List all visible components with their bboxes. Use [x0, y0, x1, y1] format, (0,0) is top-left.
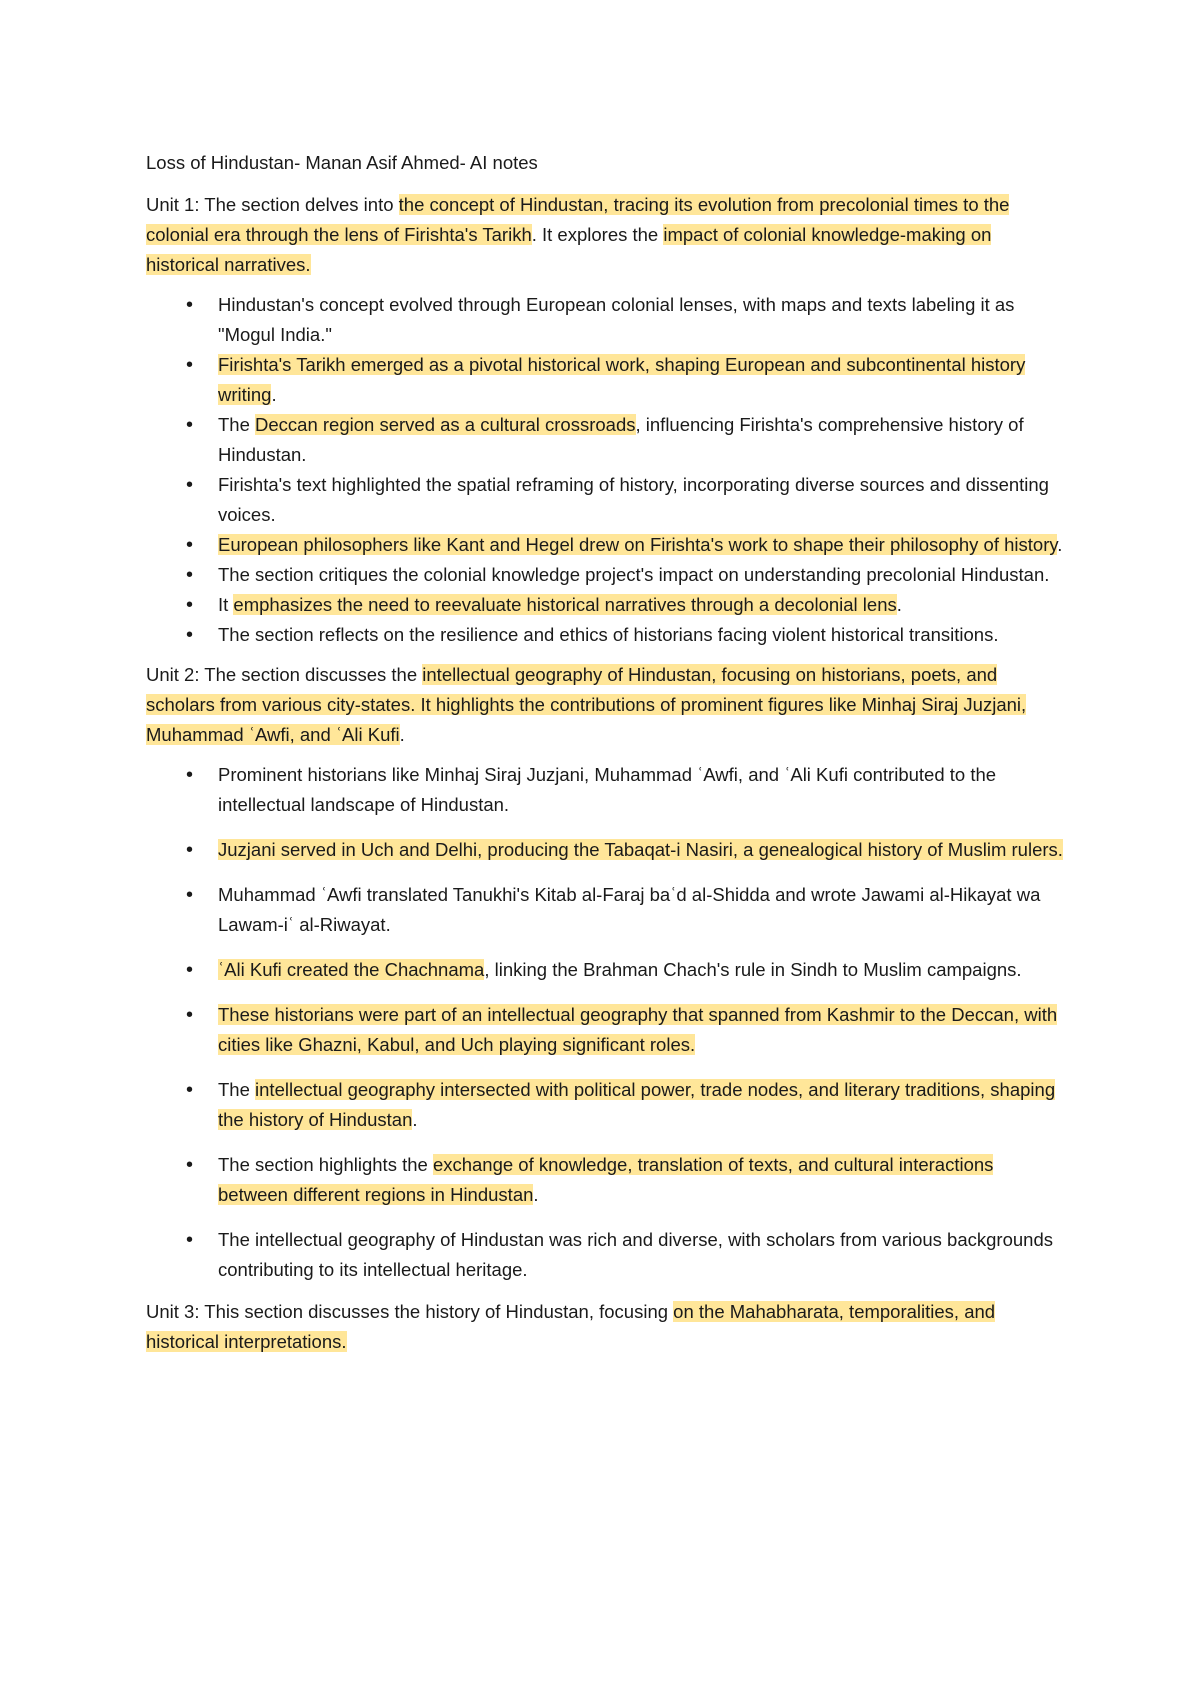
unit-1-label: Unit 1:: [146, 194, 200, 215]
unit-2-label: Unit 2:: [146, 664, 200, 685]
intro-text: .: [399, 724, 405, 745]
bullet-text: Muhammad ʿAwfi translated Tanukhi's Kitab al-Faraj baʿd al-Shidda and wrote Jawami al-Hikayat wa Lawam-iʿ al-Riwayat.: [218, 884, 1041, 935]
intro-highlighted-text: impact of colonial knowledge-making on historical narratives.: [146, 224, 992, 275]
unit-2-bullet-list: [146, 760, 1066, 1285]
bullet-text: It: [218, 594, 234, 615]
bullet-item: [146, 350, 1066, 410]
bullet-text: .: [1057, 534, 1063, 555]
intro-text: The section discusses the: [199, 664, 423, 685]
bullet-highlighted-text: emphasizes the need to reevaluate historical narratives through a decolonial lens: [233, 594, 897, 615]
intro-text: This section discusses the history of Hindustan, focusing: [199, 1301, 674, 1322]
bullet-item: [146, 835, 1066, 865]
bullet-item: [146, 1225, 1066, 1285]
bullet-item: [146, 1150, 1066, 1210]
bullet-text: The section reflects on the resilience and ethics of historians facing violent historical transitions.: [218, 624, 999, 645]
bullet-text: , linking the Brahman Chach's rule in Sindh to Muslim campaigns.: [484, 959, 1022, 980]
bullet-item: [146, 760, 1066, 820]
bullet-item: [146, 290, 1066, 350]
unit-3-label: Unit 3:: [146, 1301, 200, 1322]
bullet-text: The section highlights the: [218, 1154, 433, 1175]
bullet-item: [146, 530, 1066, 560]
bullet-highlighted-text: These historians were part of an intellectual geography that spanned from Kashmir to the Deccan, with cities like Ghazni, Kabul, and Uch playing significant roles.: [218, 1004, 1058, 1055]
intro-highlighted-text: the concept of Hindustan, tracing its evolution from precolonial times to the colonial era through the lens of Firishta's Tarikh: [146, 194, 1010, 245]
unit-2-intro-text: [146, 664, 1026, 745]
bullet-highlighted-text: exchange of knowledge, translation of texts, and cultural interactions between different regions in Hindustan: [218, 1154, 994, 1205]
unit-1-intro: [146, 190, 1066, 280]
bullet-item: [146, 620, 1066, 650]
bullet-item: [146, 955, 1066, 985]
intro-highlighted-text: intellectual geography of Hindustan, focusing on historians, poets, and scholars from various city-states. It highlights the contributions of prominent figures like Minhaj Siraj Juzjani, Muhammad ʿAwfi, and ʿAli Kufi: [146, 664, 1027, 745]
bullet-highlighted-text: Firishta's Tarikh emerged as a pivotal historical work, shaping European and subcontinental history writing: [218, 354, 1026, 405]
bullet-item: [146, 560, 1066, 590]
bullet-item: [146, 470, 1066, 530]
bullet-highlighted-text: Deccan region served as a cultural crossroads: [255, 414, 636, 435]
unit-3-intro-text: [146, 1301, 995, 1352]
bullet-text: Prominent historians like Minhaj Siraj Juzjani, Muhammad ʿAwfi, and ʿAli Kufi contributed to the intellectual landscape of Hindustan.: [218, 764, 997, 815]
bullet-text: , influencing Firishta's comprehensive history of Hindustan.: [218, 414, 1024, 465]
bullet-text: The section critiques the colonial knowledge project's impact on understanding precolonial Hindustan.: [218, 564, 1050, 585]
bullet-text: .: [533, 1184, 539, 1205]
bullet-text: .: [896, 594, 902, 615]
bullet-text: .: [271, 384, 277, 405]
intro-text: . It explores the: [531, 224, 664, 245]
unit-3-intro: [146, 1297, 1066, 1357]
bullet-highlighted-text: intellectual geography intersected with political power, trade nodes, and literary traditions, shaping the history of Hindustan: [218, 1079, 1056, 1130]
bullet-text: Hindustan's concept evolved through European colonial lenses, with maps and texts labeling it as "Mogul India.": [218, 294, 1015, 345]
document-title: Loss of Hindustan- Manan Asif Ahmed- AI notes: [146, 152, 538, 173]
bullet-text: The: [218, 414, 256, 435]
document-page: [146, 148, 1066, 1367]
bullet-highlighted-text: European philosophers like Kant and Hegel drew on Firishta's work to shape their philosophy of history: [218, 534, 1058, 555]
bullet-item: [146, 1075, 1066, 1135]
unit-1-intro-text: [146, 194, 1009, 275]
unit-1-bullet-list: [146, 290, 1066, 650]
unit-2-intro: [146, 660, 1066, 750]
bullet-item: [146, 1000, 1066, 1060]
bullet-text: Firishta's text highlighted the spatial reframing of history, incorporating diverse sources and dissenting voices.: [218, 474, 1049, 525]
bullet-item: [146, 880, 1066, 940]
bullet-highlighted-text: Juzjani served in Uch and Delhi, producing the Tabaqat-i Nasiri, a genealogical history of Muslim rulers.: [218, 839, 1063, 860]
bullet-text: The intellectual geography of Hindustan was rich and diverse, with scholars from various backgrounds contributing to its intellectual heritage.: [218, 1229, 1053, 1280]
bullet-item: [146, 410, 1066, 470]
bullet-highlighted-text: ʿAli Kufi created the Chachnama: [218, 959, 485, 980]
bullet-text: The: [218, 1079, 256, 1100]
intro-highlighted-text: on the Mahabharata, temporalities, and historical interpretations.: [146, 1301, 996, 1352]
bullet-text: .: [412, 1109, 418, 1130]
intro-text: The section delves into: [199, 194, 399, 215]
bullet-item: [146, 590, 1066, 620]
